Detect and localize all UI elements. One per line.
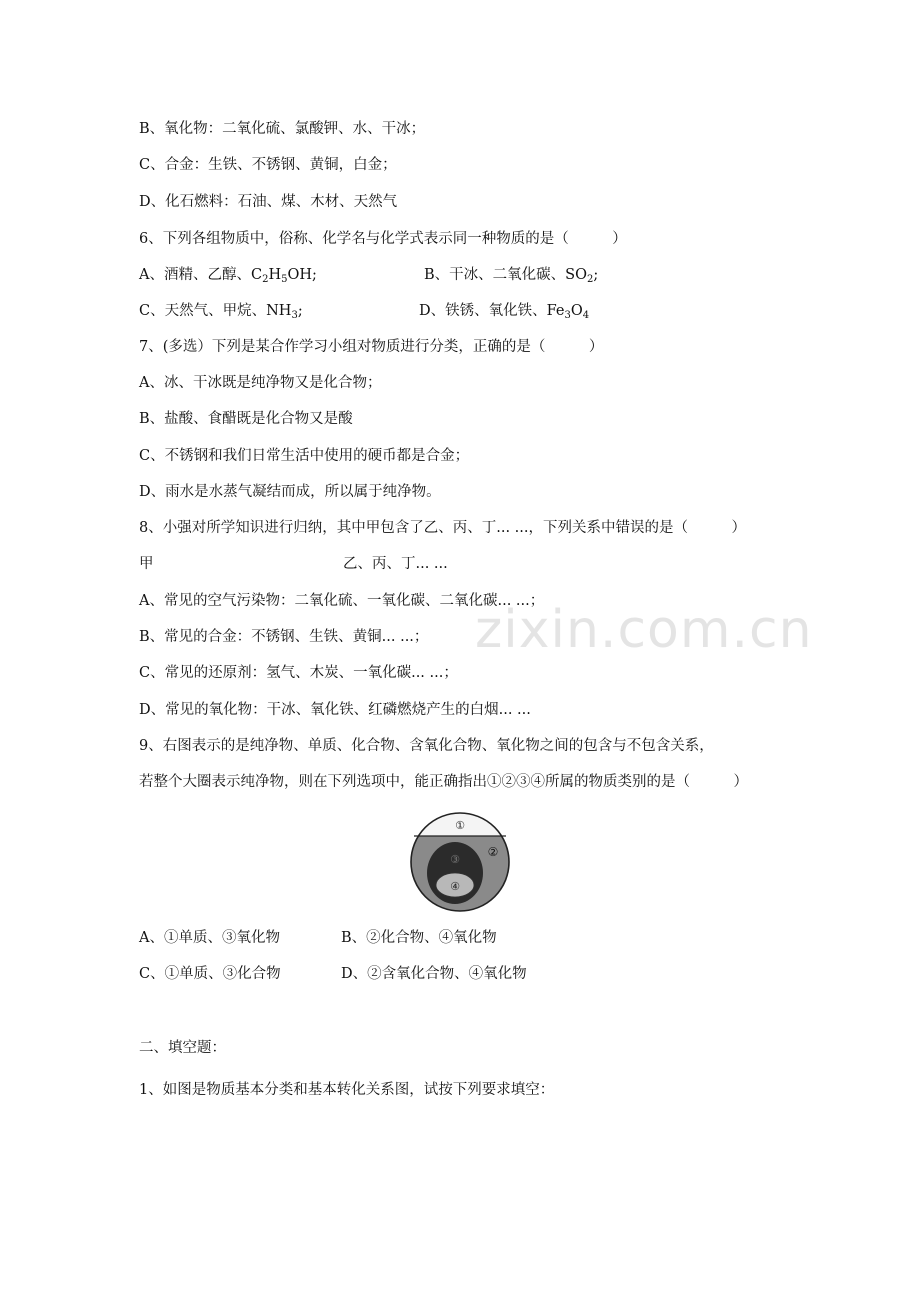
q8-jia: 甲 [139,556,154,572]
q8-yi-bing-ding: 乙、丙、丁... ... [343,556,448,572]
venn-diagram [408,810,514,912]
q8-option-a: A、常见的空气污染物：二氧化硫、一氧化碳、二氧化碳... ...； [139,593,545,609]
label-2: ② [487,845,499,859]
q7-option-d: D、雨水是水蒸气凝结而成，所以属于纯净物。 [139,484,441,500]
fill-question-1: 1、如图是物质基本分类和基本转化关系图，试按下列要求填空： [139,1082,555,1098]
q8-option-b: B、常见的合金：不锈钢、生铁、黄铜... ...； [139,629,429,645]
q9-stem-line1: 9、右图表示的是纯净物、单质、化合物、含氧化合物、氧化物之间的包含与不包含关系， [139,738,714,754]
label-3: ③ [450,853,460,866]
q9-option-c: C、①单质、③化合物 [139,966,281,982]
q6-option-d: D、铁锈、氧化铁、$Fe_3O_4$ [419,303,590,321]
q6-option-a: A、酒精、乙醇、$C_2H_5OH$; [139,267,317,285]
section-2-heading: 二、填空题： [139,1040,226,1056]
q6-stem: 6、下列各组物质中，俗称、化学名与化学式表示同一种物质的是（ ） [139,231,627,247]
label-1: ① [455,819,465,832]
q9-option-d: D、②含氧化合物、④氧化物 [341,966,527,982]
q8-stem: 8、小强对所学知识进行归纳，其中甲包含了乙、丙、丁... ...，下列关系中错误的是（ ） [139,520,746,536]
watermark: zixin.com.cn [475,600,813,660]
q7-option-a: A、冰、干冰既是纯净物又是化合物； [139,375,382,391]
q7-stem: 7、(多选）下列是某合作学习小组对物质进行分类，正确的是（ ） [139,339,604,355]
q9-option-b: B、②化合物、④氧化物 [341,930,497,946]
label-4: ④ [450,880,460,893]
q5-option-b: B、氧化物：二氧化硫、氯酸钾、水、干冰； [139,121,426,137]
q8-option-d: D、常见的氧化物：干冰、氧化铁、红磷燃烧产生的白烟... ... [139,702,531,718]
q7-option-c: C、不锈钢和我们日常生活中使用的硬币都是合金； [139,448,470,464]
q9-stem-line2: 若整个大圈表示纯净物，则在下列选项中，能正确指出①②③④所属的物质类别的是（ ） [139,774,748,790]
q8-option-c: C、常见的还原剂：氢气、木炭、一氧化碳... ...； [139,665,458,681]
q6-option-c: C、天然气、甲烷、$NH_3$; [139,303,303,321]
q6-option-b: B、干冰、二氧化碳、$SO_2$; [424,267,599,285]
q5-option-d: D、化石燃料：石油、煤、木材、天然气 [139,194,398,210]
q7-option-b: B、盐酸、食醋既是化合物又是酸 [139,411,353,427]
q9-option-a: A、①单质、③氧化物 [139,930,280,946]
classification-venn-figure [408,810,514,912]
q5-option-c: C、合金：生铁、不锈钢、黄铜，白金； [139,157,397,173]
